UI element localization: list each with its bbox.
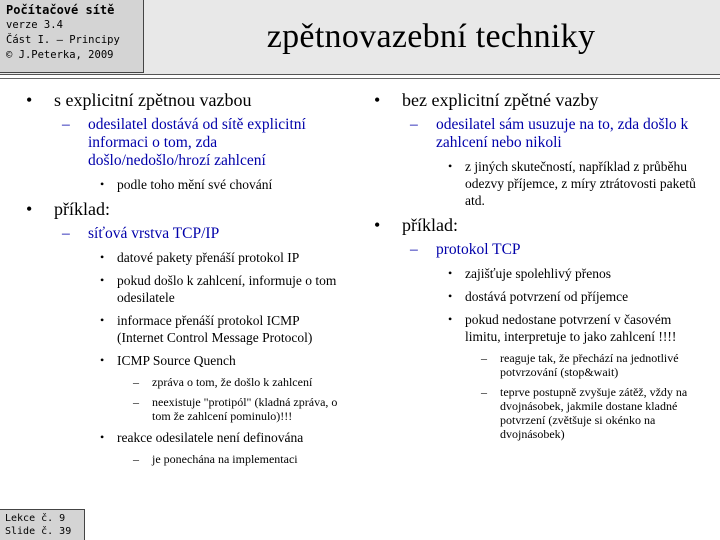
list-item bbox=[22, 352, 342, 369]
bullet-dot-icon: • bbox=[448, 312, 453, 326]
bullet-dot-icon: • bbox=[448, 159, 453, 173]
course-title: Počítačové sítě bbox=[6, 3, 115, 17]
bullet-dot-icon: • bbox=[100, 250, 105, 264]
dash-icon: – bbox=[481, 385, 487, 399]
slide-number-box bbox=[0, 509, 85, 540]
bullet-text: příklad: bbox=[402, 215, 458, 235]
list-item bbox=[370, 288, 700, 305]
course-info-box bbox=[0, 0, 144, 73]
sub-bullet-sender-infers bbox=[370, 116, 700, 152]
list-item bbox=[22, 272, 342, 306]
list-item-text: reakce odesilatele není definována bbox=[117, 430, 304, 445]
sub-bullet-text: odesilatel dostává od sítě explicitní informaci o tom, zda došlo/nedošlo/hrozí zahlcení bbox=[88, 116, 306, 169]
dash-icon: – bbox=[410, 116, 418, 133]
list-item-text: informace přenáší protokol ICMP (Internet Control Message Protocol) bbox=[117, 313, 313, 345]
sub-detail-text: zpráva o tom, že došlo k zahlcení bbox=[152, 375, 313, 389]
list-item-text: pokud došlo k zahlcení, informuje o tom odesilatele bbox=[117, 273, 337, 305]
bullet-dot-icon: • bbox=[448, 266, 453, 280]
bullet-dot-icon: • bbox=[100, 430, 105, 444]
list-item-text: datové pakety přenáší protokol IP bbox=[117, 250, 300, 265]
bullet-dot-icon: • bbox=[100, 313, 105, 327]
dash-icon: – bbox=[133, 452, 139, 466]
sub-detail-item bbox=[370, 351, 700, 379]
sub-detail-text: neexistuje "protipól" (kladná zpráva, o tom že zahlcení pominulo)!!! bbox=[152, 395, 338, 423]
list-item bbox=[22, 249, 342, 266]
bullet-explicit-feedback bbox=[22, 90, 342, 110]
sub-detail-item bbox=[22, 452, 342, 466]
dash-icon: – bbox=[133, 375, 139, 389]
dash-icon: – bbox=[62, 116, 70, 133]
bullet-text: s explicitní zpětnou vazbou bbox=[54, 90, 252, 110]
course-copyright: © J.Peterka, 2009 bbox=[6, 49, 114, 61]
sub-bullet-text: odesilatel sám usuzuje na to, zda došlo k zahlcení nebo nikoli bbox=[436, 116, 689, 151]
sub-bullet-explicit-info bbox=[22, 116, 342, 170]
bullet-dot-icon: • bbox=[374, 90, 381, 110]
list-item-text: zajišťuje spolehlivý přenos bbox=[465, 266, 611, 281]
dash-icon: – bbox=[62, 225, 70, 242]
bullet-dot-icon: • bbox=[448, 289, 453, 303]
sub-detail-item bbox=[22, 395, 342, 423]
bullet-dot-icon: • bbox=[26, 90, 33, 110]
list-item bbox=[22, 429, 342, 446]
dash-icon: – bbox=[481, 351, 487, 365]
right-column bbox=[370, 90, 700, 447]
bullet-implicit-feedback bbox=[370, 90, 700, 110]
dash-icon: – bbox=[133, 395, 139, 409]
sub-detail-item bbox=[370, 385, 700, 441]
detail-bullet bbox=[22, 176, 342, 193]
sub-bullet-tcp bbox=[370, 241, 700, 259]
detail-text: podle toho mění své chování bbox=[117, 177, 273, 192]
sub-bullet-text: síťová vrstva TCP/IP bbox=[88, 225, 220, 242]
detail-text: z jiných skutečností, například z průběhu odezvy příjemce, z míry ztrátovosti paketů atd. bbox=[465, 159, 696, 208]
list-item-text: ICMP Source Quench bbox=[117, 353, 236, 368]
dash-icon: – bbox=[410, 241, 418, 258]
list-item-text: dostává potvrzení od příjemce bbox=[465, 289, 629, 304]
sub-detail-item bbox=[22, 375, 342, 389]
detail-bullet bbox=[370, 158, 700, 209]
list-item bbox=[22, 312, 342, 346]
slide-number: Slide č. 39 bbox=[5, 525, 72, 537]
sub-bullet-tcpip bbox=[22, 225, 342, 243]
sub-detail-text: je ponechána na implementaci bbox=[152, 452, 298, 466]
course-version: verze 3.4 bbox=[6, 19, 63, 31]
header-divider bbox=[0, 78, 720, 79]
sub-detail-text: teprve postupně zvyšuje zátěž, vždy na dvojnásobek, jakmile dostane kladné potvrzení (zvětšuje si okénko na dvojnásobek) bbox=[500, 385, 688, 441]
sub-detail-text: reaguje tak, že přechází na jednotlivé potvrzování (stop&wait) bbox=[500, 351, 679, 379]
bullet-dot-icon: • bbox=[100, 353, 105, 367]
list-item bbox=[370, 311, 700, 345]
slide-title: zpětnovazební techniky bbox=[266, 18, 596, 55]
bullet-dot-icon: • bbox=[26, 199, 33, 219]
list-item-text: pokud nedostane potvrzení v časovém limitu, interpretuje to jako zahlcení !!!! bbox=[465, 312, 677, 344]
bullet-dot-icon: • bbox=[100, 273, 105, 287]
bullet-dot-icon: • bbox=[100, 177, 105, 191]
bullet-example bbox=[22, 199, 342, 219]
bullet-text: příklad: bbox=[54, 199, 110, 219]
lecture-number: Lekce č. 9 bbox=[5, 513, 66, 524]
bullet-text: bez explicitní zpětné vazby bbox=[402, 90, 599, 110]
bullet-example bbox=[370, 215, 700, 235]
sub-bullet-text: protokol TCP bbox=[436, 241, 521, 258]
bullet-dot-icon: • bbox=[374, 215, 381, 235]
course-part: Část I. – Principy bbox=[6, 34, 120, 46]
left-column bbox=[22, 90, 342, 472]
list-item bbox=[370, 265, 700, 282]
